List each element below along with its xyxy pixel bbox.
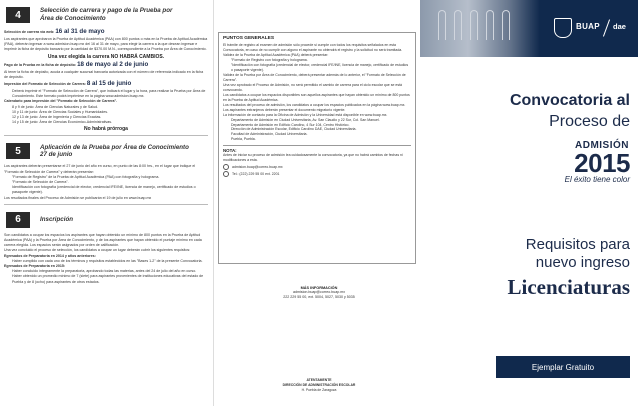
sign-line: H. Puebla de Zaragoza [301, 388, 337, 393]
more-info-block [234, 286, 404, 301]
list-item: "Formato de Registro con fotografía y holograma. [231, 57, 308, 62]
title-line-2: Proceso de [549, 113, 630, 130]
list-item: Puebla, Puebla. [231, 137, 256, 142]
list-item: "Formato de Selección de Carrera". [12, 180, 69, 184]
section-number: 5 [6, 143, 30, 159]
arch-icon [486, 10, 494, 40]
list-item: Haber cumplido con cada uno de los términos y requisitos establecidos en las "Bases 1-2" de la presente Convocatoria. [12, 258, 203, 263]
list-item: "Identificación con fotografía (credencial de elector, credencial IFE/INE, licencia de manejo, certificado de estudios o pasaporte vigente). [231, 62, 409, 72]
list-item: La información de contacto para la Oficina de Admisión y la Universidad está disponible en www.buap.mx. [223, 112, 388, 117]
contact-email[interactable]: admision.buap@correo.buap.mx [232, 165, 283, 170]
section-4-header [4, 2, 208, 28]
note-text: Antes de iniciar su proceso de admisión lea cuidadosamente la convocatoria, ya que no habrá cambios de fechas ni modificaciones a esta. [223, 153, 403, 163]
divider [4, 135, 208, 136]
pay-label: Pago de la Prueba en la ficha de depósito: [4, 62, 77, 67]
left-column [0, 0, 212, 406]
list-item: Facultad de Administración, Ciudad Universitaria. [231, 132, 308, 137]
university-crest-icon [554, 18, 572, 38]
info-title: MÁS INFORMACIÓN [300, 286, 338, 290]
note-title: NOTA: [223, 148, 237, 154]
paragraph: Al tener la ficha de depósito, acuda a cualquier sucursal bancaria autorizada con el número de referencia indicado en la ficha de depósito. [4, 69, 204, 79]
info-phone: 222 229 55 00, ext. 5004, 5027, 5030 y 5035 [283, 295, 355, 300]
building-photo [420, 0, 540, 57]
section-title: Inscripción [40, 215, 74, 223]
no-extension-notice: No habrá prórroga [84, 126, 128, 133]
section-number: 6 [6, 212, 30, 228]
dae-logo: dae [613, 22, 626, 31]
admission-year: 2015 [574, 148, 630, 178]
section-6-header [4, 207, 208, 233]
date-item: 8 y 9 de junio: Área de Ciencias Naturales y de Salud. [12, 104, 99, 109]
print-label: Impresión del Formato de Selección de Carrera: [4, 81, 86, 86]
lead-dates: 16 al 31 de mayo [55, 28, 105, 35]
sign-line: ATENTAMENTE [306, 378, 332, 382]
section-number: 4 [6, 7, 30, 23]
section-title: Aplicación de la Prueba por Área de Conocimiento [40, 143, 189, 151]
list-item: Validez de la Prueba por Área de Conocimiento, deberá presentar además de lo anterior, el "Formato de Selección de Carrera". [223, 72, 406, 82]
group-label: Egresados de Preparatoria en 2014 y años anteriores: [4, 253, 96, 258]
paragraph: Son candidatos a ocupar los espacios los aspirantes que hayan obtenido un mínimo de 800 puntos en la Prueba de Aptitud Académica (PAA) y la Prueba por Área de Conocimiento, y de los aspirantes que hayan obtenido el puntaje mínimo en cada carrera elegida. Los espacios serán asignados por orden de calificación. [4, 232, 202, 248]
paragraph: Los resultados finales del Proceso de Admisión se publicarán el 19 de julio en www.buap.mx [4, 195, 152, 200]
section-title-line2: Área de Conocimiento [40, 15, 106, 22]
lead-label: Selección de carrera vía web: [4, 30, 55, 34]
pay-dates: 18 de mayo al 2 de junio [77, 60, 149, 68]
email-icon [223, 164, 229, 170]
list-item: Los aspirantes extranjeros deberán presentar el documento migratorio vigente. [223, 107, 346, 112]
requirements-line-1: Requisitos para [525, 236, 630, 253]
list-item: Haber obtenido un promedio mínimo de 7 (siete) para aspirantes provenientes de instituciones educativas del estado de Puebla y de 8 (ocho) para aspirantes de otros estados. [12, 274, 204, 284]
list-item: Haber concluido íntegramente la preparatoria, aprobando todas las materias, antes del 24 de julio del año en curso. [12, 269, 197, 274]
arch-icon [502, 10, 510, 40]
list-item: "Formato de Registro" de la Prueba de Aptitud Académica (PAA) con fotografía y holograma. [12, 174, 160, 179]
box-title: PUNTOS GENERALES [223, 36, 275, 41]
list-item: Una vez aprobado el Proceso de Admisión, no será permitido el cambio de carrera para el ciclo escolar que se está convocando. [223, 82, 402, 92]
list-item: Los candidatos a ocupar los espacios disponibles son aquellos aspirantes que hayan obtenido un mínimo de 800 puntos en la Prueba de Aptitud Académica. [223, 92, 410, 102]
middle-column [213, 0, 420, 406]
paragraph: Una vez concluido el proceso de selección, los candidatos a ocupar un lugar deberán cubrir los siguientes requisitos: [4, 248, 191, 253]
sign-line: DIRECCIÓN DE ADMINISTRACIÓN ESCOLAR [282, 383, 356, 388]
licenciaturas-title: Licenciaturas [507, 275, 630, 299]
list-item: Validez de la Prueba de Aptitud Académica (PAA) deberá presentar: [223, 52, 329, 57]
divider [4, 204, 208, 205]
contact-phone: Tel.: (222) 229 55 00 ext. 2201 [232, 172, 280, 177]
arch-icon [438, 10, 446, 40]
print-dates: 8 al 15 de junio [86, 79, 132, 87]
paragraph: Los aspirantes que aprobaron la Prueba de Aptitud Académica (PAA) con 800 puntos o más en la Prueba de Aptitud Académica (PAA), deberán ingresar a www.admision.buap.mx del 16 al 31 de mayo, para elegir la carrera a la que desean ingresar e imprimir la ficha de depósito bancario por la cantidad de $370.00 M.N., correspondiente a la Prueba por Área de Conocimiento. [4, 36, 208, 52]
notice: Una vez elegida la carrera NO HABRÁ CAMBIOS. [47, 53, 165, 60]
list-item: El trámite de registro al examen de admisión sólo procede si cumple con todos los requisitos señalados en esta Convocatoria, en caso de no cumplir con alguno el aspirante no obtendrá el registro y la solicitud no será tramitada. [223, 43, 403, 52]
list-item: Departamento de Admisión en Edificio Carolino, 4 Sur 104, Centro Histórico. [231, 122, 350, 127]
note-block [223, 145, 411, 177]
group-label: Egresados de Preparatoria en 2015: [4, 264, 66, 269]
section-title: Selección de carrera y pago de la Prueba por [40, 7, 173, 15]
date-item: 14 y 15 de junio: Área de Ciencias Económico-Administrativas. [12, 120, 113, 125]
info-email[interactable]: admision.buap@correo.buap.mx [293, 290, 345, 294]
requirements-line-2: nuevo ingreso [535, 254, 630, 271]
free-copy-badge: Ejemplar Gratuito [496, 356, 630, 378]
header-band [420, 0, 638, 62]
right-column [420, 0, 638, 406]
arch-icon [470, 10, 478, 40]
section-5-header [4, 138, 208, 164]
paragraph: Deberá imprimir el "Formato de Selección de Carrera", que indicará el lugar y la hora, para realizar la Prueba por Área de Conocimiento. Este formato podrá imprimirse en la página www.admision.buap.mx. [12, 88, 206, 99]
list-item: Dirección de Administración Escolar, Edificio Carolino DAE, Ciudad Universitaria. [231, 127, 357, 132]
paragraph: Los aspirantes deberán presentarse el 27 de junio del año en curso, en punto de las 8:00 hrs., en el lugar que indique el "Formato de Selección de Carrera" y deberán presentar: [4, 164, 196, 174]
date-item: 10 y 11 de junio: Área de Ciencias Sociales y Humanidades. [12, 109, 109, 114]
general-points-box [218, 32, 416, 264]
list-item: Los resultados del proceso de admisión, los candidatos a ocupar los espacios publicados en la página www.buap.mx. [223, 102, 406, 107]
list-item: Departamento de Admisión en Ciudad Universitaria, Av. San Claudio y 22 Sur, Col. San Manuel. [231, 117, 380, 122]
signature-block [234, 378, 404, 393]
brand-logo: BUAP [576, 22, 600, 31]
admission-word: ADMISIÓN [575, 140, 629, 151]
slogan: El éxito tiene color [564, 175, 630, 184]
section-title-line2: 27 de junio [40, 151, 73, 159]
calendar-label: Calendario para impresión del "Formato de Selección de Carrera". [4, 99, 118, 104]
list-item: Identificación con fotografía (credencial de elector, credencial IFE/INE, licencia de manejo, certificado de estudios o pasaporte vigente). [12, 185, 196, 195]
title-line-1: Convocatoria al [509, 92, 630, 109]
phone-icon [223, 171, 229, 177]
arch-icon [454, 10, 462, 40]
date-item: 12 y 13 de junio: Área de Ingeniería y Ciencias Exactas. [12, 114, 102, 119]
